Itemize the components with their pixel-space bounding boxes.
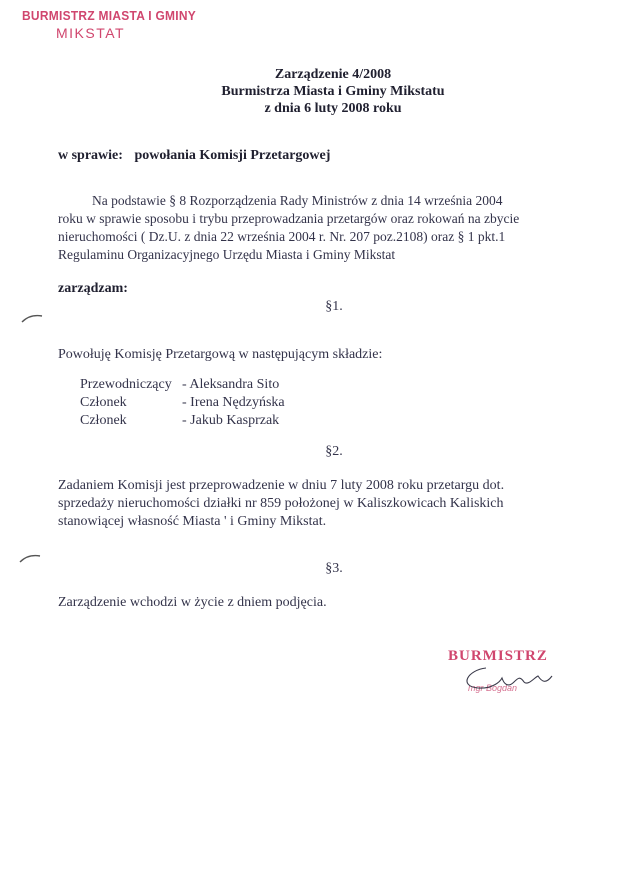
section-2-text <box>58 477 578 531</box>
section-2-line-1: Zadaniem Komisji jest przeprowadzenie w dniu 7 luty 2008 roku przetargu dot. <box>58 478 505 493</box>
document-title: Zarządzenie 4/2008 <box>274 67 392 82</box>
section-3-text: Zarządzenie wchodzi w życie z dniem podjęcia. <box>58 595 327 610</box>
section-2-line-2: sprzedaży nieruchomości działki nr 859 położonej w Kaliszkowicach Kaliskich <box>58 496 504 511</box>
signature-stamp <box>448 648 588 708</box>
stamp-line-2: MIKSTAT <box>56 25 126 41</box>
basis-line-3: nieruchomości ( Dz.U. z dnia 22 września 2004 r. Nr. 207 poz.2108) oraz § 1 pkt.1 <box>58 229 506 244</box>
basis-line-4: Regulaminu Organizacyjnego Urzędu Miasta i Gminy Mikstat <box>58 247 396 262</box>
section-3-heading: §3. <box>325 561 343 576</box>
member-role: Członek <box>80 413 127 428</box>
legal-basis <box>58 192 578 264</box>
decree-word: zarządzam: <box>58 281 128 296</box>
subject-text: powołania Komisji Przetargowej <box>134 148 331 163</box>
signature-stamp-bottom: mgr Bogdan <box>468 683 518 693</box>
basis-line-2: roku w sprawie sposobu i trybu przeprowadzania przetargów oraz rokowań na zbycie <box>58 211 520 226</box>
section-2-line-3: stanowiącej własność Miasta ' i Gminy Mikstat. <box>58 514 327 529</box>
member-name: - Irena Nędzyńska <box>182 395 285 410</box>
subject-line <box>58 148 330 164</box>
member-row <box>80 412 285 430</box>
section-2-heading: §2. <box>325 444 343 459</box>
basis-line-1: Na podstawie § 8 Rozporządzenia Rady Ministrów z dnia 14 września 2004 <box>92 193 503 208</box>
commission-members <box>80 376 285 430</box>
scan-mark <box>20 312 46 324</box>
section-1-intro: Powołuję Komisję Przetargową w następującym składzie: <box>58 347 383 362</box>
document-date: z dnia 6 luty 2008 roku <box>264 101 402 116</box>
document-header <box>0 66 638 117</box>
member-role: Członek <box>80 395 127 410</box>
member-name: - Jakub Kasprzak <box>182 413 280 428</box>
member-row <box>80 376 285 394</box>
document-authority: Burmistrza Miasta i Gminy Mikstatu <box>221 84 445 99</box>
member-name: - Aleksandra Sito <box>182 377 280 392</box>
stamp-line-1: BURMISTRZ MIASTA I GMINY <box>22 8 197 23</box>
member-row <box>80 394 285 412</box>
signature-stamp-top: BURMISTRZ <box>448 648 548 664</box>
office-stamp <box>22 8 211 41</box>
handwritten-signature <box>448 648 588 708</box>
member-role: Przewodniczący <box>80 377 172 392</box>
section-1-heading: §1. <box>325 299 343 314</box>
subject-lead: w sprawie: <box>58 148 123 163</box>
